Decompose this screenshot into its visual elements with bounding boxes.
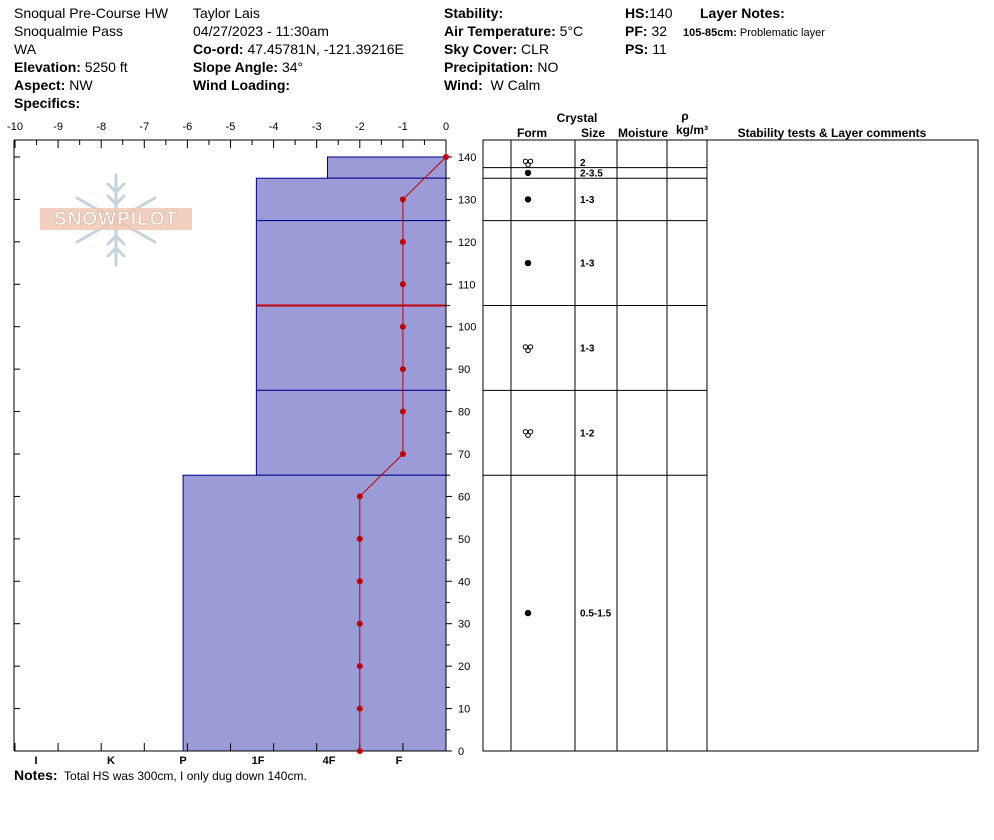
col-crystal: Crystal	[556, 111, 598, 125]
col-form: Form	[517, 126, 547, 140]
height-tick-label: 110	[458, 279, 476, 292]
temp-point	[357, 536, 363, 542]
height-tick-label: 40	[458, 576, 471, 589]
temp-tick-label: 0	[442, 121, 450, 133]
air-temp-label: Air Temperature:	[444, 23, 556, 39]
temp-point	[400, 409, 406, 415]
rounded-grain-icon	[525, 260, 531, 266]
temp-point	[400, 451, 406, 457]
hardness-label: F	[395, 755, 403, 767]
table-border	[483, 140, 978, 751]
elevation-value: 5250 ft	[84, 59, 128, 75]
temp-point	[400, 281, 406, 287]
coord-value: 47.45781N, -121.39216E	[247, 41, 404, 57]
precip-part	[526, 163, 530, 167]
crystal-size: 1-3	[580, 194, 595, 206]
rounded-grain-icon	[525, 170, 531, 176]
layer-notes-label: Layer Notes:	[700, 5, 785, 21]
temp-tick-label: -9	[53, 121, 63, 133]
hs-label: HS:	[625, 5, 650, 21]
temp-tick-label: -2	[354, 121, 365, 133]
layer-note-range: 105-85cm:	[683, 27, 737, 39]
temp-tick-label: -10	[7, 121, 23, 133]
height-tick-label: 10	[458, 703, 471, 716]
temp-point	[400, 366, 406, 372]
layer-note-text: Problematic layer	[739, 27, 825, 39]
state: WA	[14, 41, 37, 57]
observer: Taylor Lais	[193, 5, 260, 21]
precip-label: Precipitation:	[444, 59, 534, 75]
hardness-label: 1F	[251, 755, 265, 767]
rounded-grain-icon	[525, 196, 531, 202]
hardness-label: I	[34, 755, 38, 767]
crystal-table	[483, 109, 978, 751]
temp-point	[443, 154, 449, 160]
hardness-label: K	[107, 755, 115, 767]
crystal-size: 2	[580, 157, 586, 169]
temp-tick-label: -6	[182, 121, 193, 133]
height-tick-label: 70	[458, 448, 471, 461]
slope-label: Slope Angle:	[193, 59, 279, 75]
temp-tick-label: -5	[225, 121, 236, 133]
hardness-layers	[183, 157, 446, 751]
height-tick-label: 60	[458, 491, 471, 504]
height-tick-label: 120	[458, 236, 477, 249]
sky-value: CLR	[521, 41, 550, 57]
col-density: kg/m³	[675, 123, 709, 137]
height-tick-label: 130	[458, 194, 477, 207]
hardness-label: P	[179, 755, 187, 767]
notes	[14, 767, 307, 784]
col-stability: Stability tests & Layer comments	[737, 126, 927, 140]
crystal-size: 1-3	[580, 343, 595, 355]
col-rho: ρ	[681, 109, 689, 123]
hardness-layer-3	[256, 305, 446, 390]
air-temp-value: 5°C	[559, 23, 584, 39]
temp-point	[357, 663, 363, 669]
precip-particle-icon	[523, 345, 532, 353]
crystal-size: 1-3	[580, 258, 595, 270]
pf-value: 32	[651, 23, 668, 39]
wind-loading-label: Wind Loading:	[193, 77, 291, 93]
temp-point	[400, 324, 406, 330]
height-tick-label: 50	[458, 533, 471, 546]
height-tick-label: 0	[458, 746, 465, 758]
col-moisture: Moisture	[617, 126, 669, 140]
wind-label: Wind:	[444, 77, 483, 93]
hardness-layer-4	[256, 390, 446, 475]
ps-value: 11	[652, 41, 667, 57]
site-title: Snoqual Pre-Course HW	[14, 5, 169, 21]
temp-tick-label: -7	[139, 121, 150, 133]
wind-value: W Calm	[490, 77, 541, 93]
crystal-size: 2-3.5	[580, 168, 603, 180]
sky-label: Sky Cover:	[444, 41, 518, 57]
ps-label: PS:	[625, 41, 649, 57]
hardness-layer-2	[256, 221, 446, 306]
temp-point	[400, 196, 406, 202]
specifics-label: Specifics:	[14, 95, 81, 111]
temp-tick-label: -4	[268, 121, 279, 133]
precip-particle-icon	[523, 159, 532, 167]
datetime: 04/27/2023 - 11:30am	[193, 23, 329, 39]
coord-label: Co-ord:	[193, 41, 244, 57]
height-tick-label: 30	[458, 618, 471, 631]
temp-tick-label: -3	[311, 121, 322, 133]
temp-point	[357, 578, 363, 584]
pf-label: PF:	[625, 23, 648, 39]
height-tick-label: 100	[458, 321, 477, 334]
precip-part	[526, 348, 530, 352]
precip-part	[526, 433, 530, 437]
height-tick-label: 140	[458, 151, 477, 164]
hardness-label: 4F	[322, 755, 336, 767]
col-size: Size	[580, 126, 606, 140]
precip-particle-icon	[523, 430, 532, 438]
temp-point	[357, 621, 363, 627]
temp-point	[357, 706, 363, 712]
hardness-layer-5	[183, 475, 446, 751]
aspect-value: NW	[69, 77, 93, 93]
aspect-label: Aspect:	[14, 77, 66, 93]
crystal-size: 1-2	[580, 428, 595, 440]
location: Snoqualmie Pass	[14, 23, 123, 39]
precip-value: NO	[537, 59, 559, 75]
crystal-size: 0.5-1.5	[580, 608, 612, 620]
logo-text: SNOWPILOT	[53, 209, 179, 230]
temp-point	[357, 493, 363, 499]
rounded-grain-icon	[525, 610, 531, 616]
slope-value: 34°	[281, 59, 304, 75]
hs-value: 140	[649, 5, 673, 21]
height-tick-label: 20	[458, 661, 471, 674]
height-tick-label: 80	[458, 406, 471, 419]
notes-text: Total HS was 300cm, I only dug down 140cm.	[64, 769, 307, 783]
elevation-label: Elevation:	[14, 59, 81, 75]
height-tick-label: 90	[458, 364, 471, 377]
temp-tick-label: -8	[96, 121, 107, 133]
temp-point	[400, 239, 406, 245]
notes-label: Notes:	[14, 767, 58, 783]
temp-tick-label: -1	[398, 121, 408, 133]
temp-point	[357, 748, 363, 754]
stability-label: Stability:	[444, 5, 504, 21]
